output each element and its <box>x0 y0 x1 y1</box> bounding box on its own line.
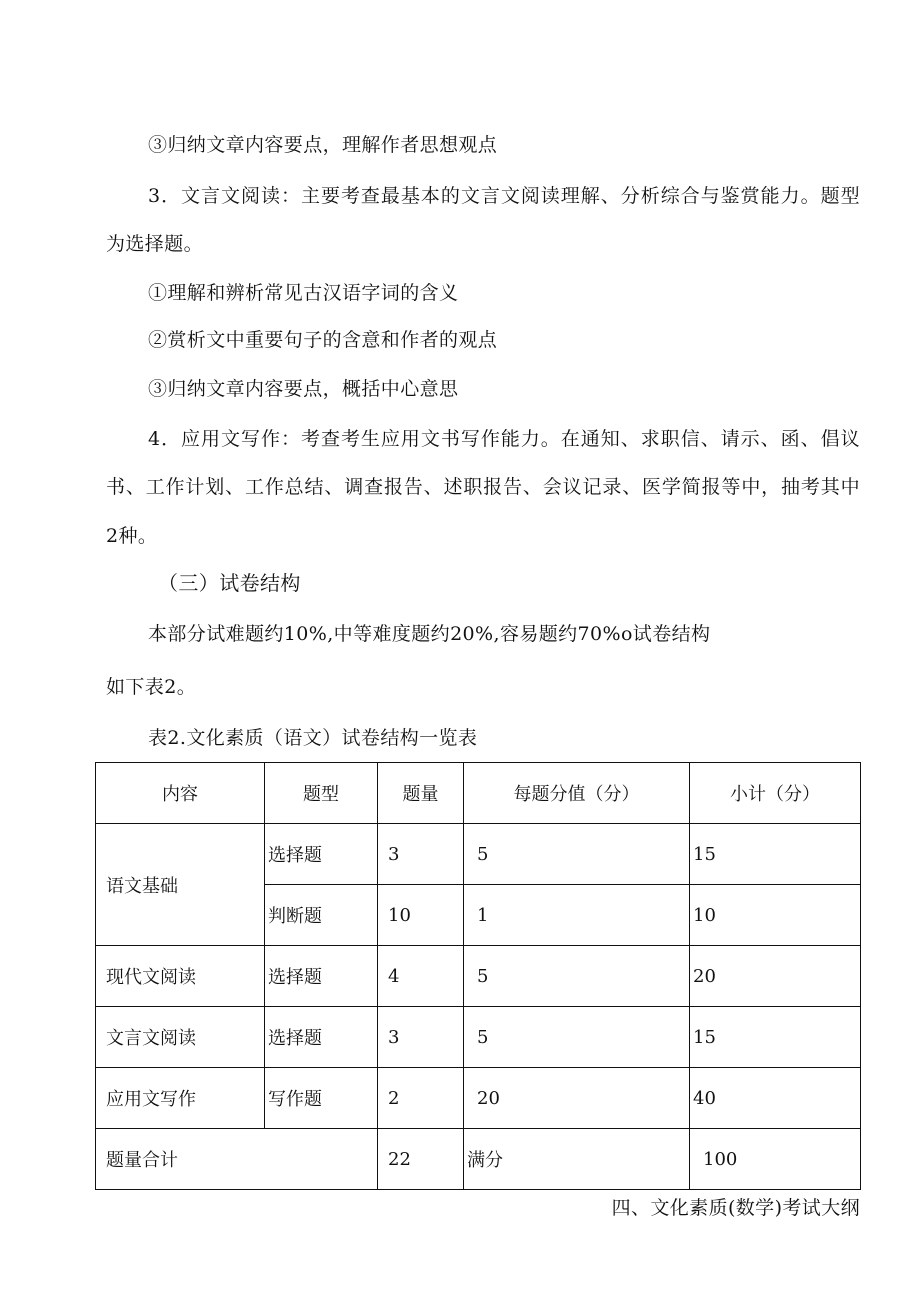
row-score: 20 <box>464 1068 690 1129</box>
row-type: 选择题 <box>265 946 378 1007</box>
header-score: 每题分值（分） <box>464 763 690 824</box>
paragraph-classical-reading-cont: 为选择题。 <box>106 233 204 255</box>
table-row <box>96 824 861 885</box>
row-score: 5 <box>464 824 690 885</box>
row-subtotal: 15 <box>690 824 861 885</box>
paragraph-classical-reading: 3．文言文阅读：主要考查最基本的文言文阅读理解、分析综合与鉴赏能力。题型 <box>148 185 860 207</box>
paragraph-applied-writing-end: 2种。 <box>106 525 158 547</box>
row-subtotal: 10 <box>690 885 861 946</box>
row-count: 4 <box>378 946 464 1007</box>
row-count: 3 <box>378 824 464 885</box>
row-type: 选择题 <box>265 1007 378 1068</box>
row-subtotal: 20 <box>690 946 861 1007</box>
next-section-heading: 四、文化素质(数学)考试大纲 <box>611 1197 860 1219</box>
total-label: 题量合计 <box>96 1129 378 1190</box>
full-score-value: 100 <box>690 1129 861 1190</box>
intro-text-cont: 如下表2。 <box>106 676 197 698</box>
intro-text: 本部分试难题约10%,中等难度题约20%,容易题约70%o试卷结构 <box>148 623 711 645</box>
header-content: 内容 <box>96 763 265 824</box>
row-score: 5 <box>464 946 690 1007</box>
table-row <box>96 1068 861 1129</box>
full-score-label: 满分 <box>464 1129 690 1190</box>
paragraph-understand-words: ①理解和辨析常见古汉语字词的含义 <box>148 282 459 304</box>
row-content: 文言文阅读 <box>96 1007 265 1068</box>
table-row <box>96 946 861 1007</box>
row-subtotal: 40 <box>690 1068 861 1129</box>
header-count: 题量 <box>378 763 464 824</box>
total-count: 22 <box>378 1129 464 1190</box>
row-score: 1 <box>464 885 690 946</box>
header-type: 题型 <box>265 763 378 824</box>
section-heading: （三）试卷结构 <box>158 571 301 595</box>
row-content: 语文基础 <box>96 824 265 946</box>
row-count: 2 <box>378 1068 464 1129</box>
paragraph-appreciate-sentences: ②赏析文中重要句子的含意和作者的观点 <box>148 329 498 351</box>
row-score: 5 <box>464 1007 690 1068</box>
row-count: 10 <box>378 885 464 946</box>
row-type: 判断题 <box>265 885 378 946</box>
paragraph-applied-writing: 4．应用文写作：考查考生应用文书写作能力。在通知、求职信、请示、函、倡议 <box>148 428 860 450</box>
header-subtotal: 小计（分） <box>690 763 861 824</box>
row-type: 写作题 <box>265 1068 378 1129</box>
paragraph-summarize-points: ③归纳文章内容要点，理解作者思想观点 <box>148 134 498 156</box>
exam-structure-table <box>95 762 861 1190</box>
table-header-row <box>96 763 861 824</box>
paragraph-applied-writing-cont: 书、工作计划、工作总结、调查报告、述职报告、会议记录、医学简报等中，抽考其中 <box>106 476 860 498</box>
row-content: 现代文阅读 <box>96 946 265 1007</box>
row-subtotal: 15 <box>690 1007 861 1068</box>
table-total-row <box>96 1129 861 1190</box>
paragraph-summarize-main-idea: ③归纳文章内容要点，概括中心意思 <box>148 378 459 400</box>
table-caption: 表2.文化素质（语文）试卷结构一览表 <box>148 727 478 749</box>
row-content: 应用文写作 <box>96 1068 265 1129</box>
row-count: 3 <box>378 1007 464 1068</box>
table-row <box>96 1007 861 1068</box>
row-type: 选择题 <box>265 824 378 885</box>
